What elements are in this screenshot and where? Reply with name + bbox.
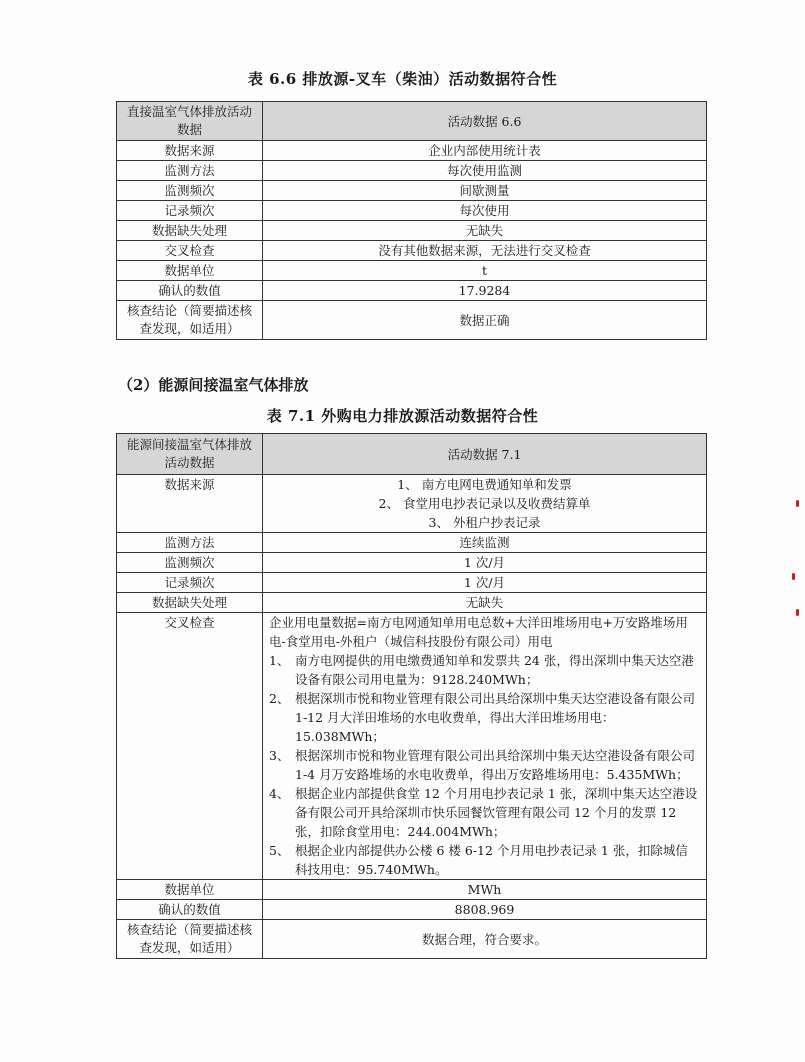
table-row	[117, 221, 707, 241]
row-value: 数据合理，符合要求。	[263, 920, 707, 959]
data-source-line: 3、 外租户抄表记录	[428, 515, 541, 530]
row-value: 没有其他数据来源，无法进行交叉检查	[263, 241, 707, 261]
row-label: 监测频次	[117, 553, 263, 573]
table-row	[117, 141, 707, 161]
list-item-number: 4、	[269, 786, 290, 801]
table-row	[117, 573, 707, 593]
row-label: 数据单位	[117, 880, 263, 900]
table-row	[117, 161, 707, 181]
row-label: 数据来源	[117, 475, 263, 533]
table-row	[117, 181, 707, 201]
row-value: 企业内部使用统计表	[263, 141, 707, 161]
margin-mark	[792, 573, 795, 580]
table-row	[117, 261, 707, 281]
row-label: 监测方法	[117, 161, 263, 181]
cross-check-cell	[263, 613, 707, 880]
table-row	[117, 593, 707, 613]
row-value: 无缺失	[263, 593, 707, 613]
data-source-line: 1、 南方电网电费通知单和发票	[397, 477, 572, 492]
table-row	[117, 201, 707, 221]
row-value: 1 次/月	[263, 573, 707, 593]
row-label: 记录频次	[117, 573, 263, 593]
row-label: 数据来源	[117, 141, 263, 161]
row-value: 无缺失	[263, 221, 707, 241]
row-label: 核查结论（简要描述核查发现，如适用）	[117, 301, 263, 340]
list-item-number: 1、	[269, 653, 290, 668]
list-item-text: 根据企业内部提供办公楼 6 楼 6-12 个月用电抄表记录 1 张，扣除城信科技用电：95.740MWh。	[295, 843, 688, 877]
table-row	[117, 613, 707, 880]
list-item	[269, 651, 700, 689]
list-item	[269, 841, 700, 879]
margin-mark	[796, 609, 799, 616]
list-item-text: 根据企业内部提供食堂 12 个月用电抄表记录 1 张，深圳中集天达空港设备有限公司开具给深圳市快乐园餐饮管理有限公司 12 个月的发票 12 张，扣除食堂用电：244.004MWh；	[295, 786, 698, 839]
table-row	[117, 880, 707, 900]
table-row	[117, 920, 707, 959]
list-item-number: 5、	[269, 843, 290, 858]
row-label: 交叉检查	[117, 241, 263, 261]
list-item	[269, 689, 700, 746]
row-value: t	[263, 261, 707, 281]
header-value-cell: 活动数据 7.1	[263, 434, 707, 475]
row-value: 数据正确	[263, 301, 707, 340]
cross-check-intro: 企业用电量数据=南方电网通知单用电总数+大洋田堆场用电+万安路堆场用电-食堂用电-外租户（城信科技股份有限公司）用电	[269, 615, 688, 649]
row-label: 交叉检查	[117, 613, 263, 880]
table-row	[117, 475, 707, 533]
row-value: 每次使用监测	[263, 161, 707, 181]
row-value: 每次使用	[263, 201, 707, 221]
table-row	[117, 533, 707, 553]
row-label: 数据缺失处理	[117, 221, 263, 241]
row-value: MWh	[263, 880, 707, 900]
data-source-cell	[263, 475, 707, 533]
row-label: 核查结论（简要描述核查发现，如适用）	[117, 920, 263, 959]
row-value: 8808.969	[263, 900, 707, 920]
table-row	[117, 301, 707, 340]
header-value-cell: 活动数据 6.6	[263, 102, 707, 141]
row-value: 间歇测量	[263, 181, 707, 201]
table-row	[117, 241, 707, 261]
row-label: 确认的数值	[117, 900, 263, 920]
header-label-cell: 能源间接温室气体排放活动数据	[117, 434, 263, 475]
table-row	[117, 900, 707, 920]
list-item	[269, 746, 700, 784]
table-row	[117, 281, 707, 301]
row-label: 监测方法	[117, 533, 263, 553]
table-row	[117, 553, 707, 573]
table-header-row	[117, 434, 707, 475]
row-label: 数据单位	[117, 261, 263, 281]
data-source-line: 2、 食堂用电抄表记录以及收费结算单	[378, 496, 591, 511]
row-value: 1 次/月	[263, 553, 707, 573]
table-7-1-caption: 表 7.1 外购电力排放源活动数据符合性	[266, 407, 539, 425]
table-6-6-caption: 表 6.6 排放源-叉车（柴油）活动数据符合性	[247, 70, 558, 88]
list-item-number: 2、	[269, 691, 290, 706]
table-header-row	[117, 102, 707, 141]
row-value: 连续监测	[263, 533, 707, 553]
margin-mark	[796, 500, 799, 507]
section-heading: （2）能源间接温室气体排放	[118, 376, 309, 394]
header-label-cell: 直接温室气体排放活动数据	[117, 102, 263, 141]
list-item-number: 3、	[269, 748, 290, 763]
list-item-text: 根据深圳市悦和物业管理有限公司出具给深圳中集天达空港设备有限公司 1-12 月大洋田堆场的水电收费单，得出大洋田堆场用电：15.038MWh；	[295, 691, 696, 744]
list-item-text: 根据深圳市悦和物业管理有限公司出具给深圳中集天达空港设备有限公司 1-4 月万安路堆场的水电收费单，得出万安路堆场用电：5.435MWh；	[295, 748, 696, 782]
row-label: 记录频次	[117, 201, 263, 221]
row-value: 17.9284	[263, 281, 707, 301]
table-7-1	[116, 433, 707, 959]
row-label: 确认的数值	[117, 281, 263, 301]
row-label: 监测频次	[117, 181, 263, 201]
table-6-6	[116, 101, 707, 340]
list-item-text: 南方电网提供的用电缴费通知单和发票共 24 张，得出深圳中集天达空港设备有限公司用电量为：9128.240MWh；	[295, 653, 694, 687]
row-label: 数据缺失处理	[117, 593, 263, 613]
list-item	[269, 784, 700, 841]
